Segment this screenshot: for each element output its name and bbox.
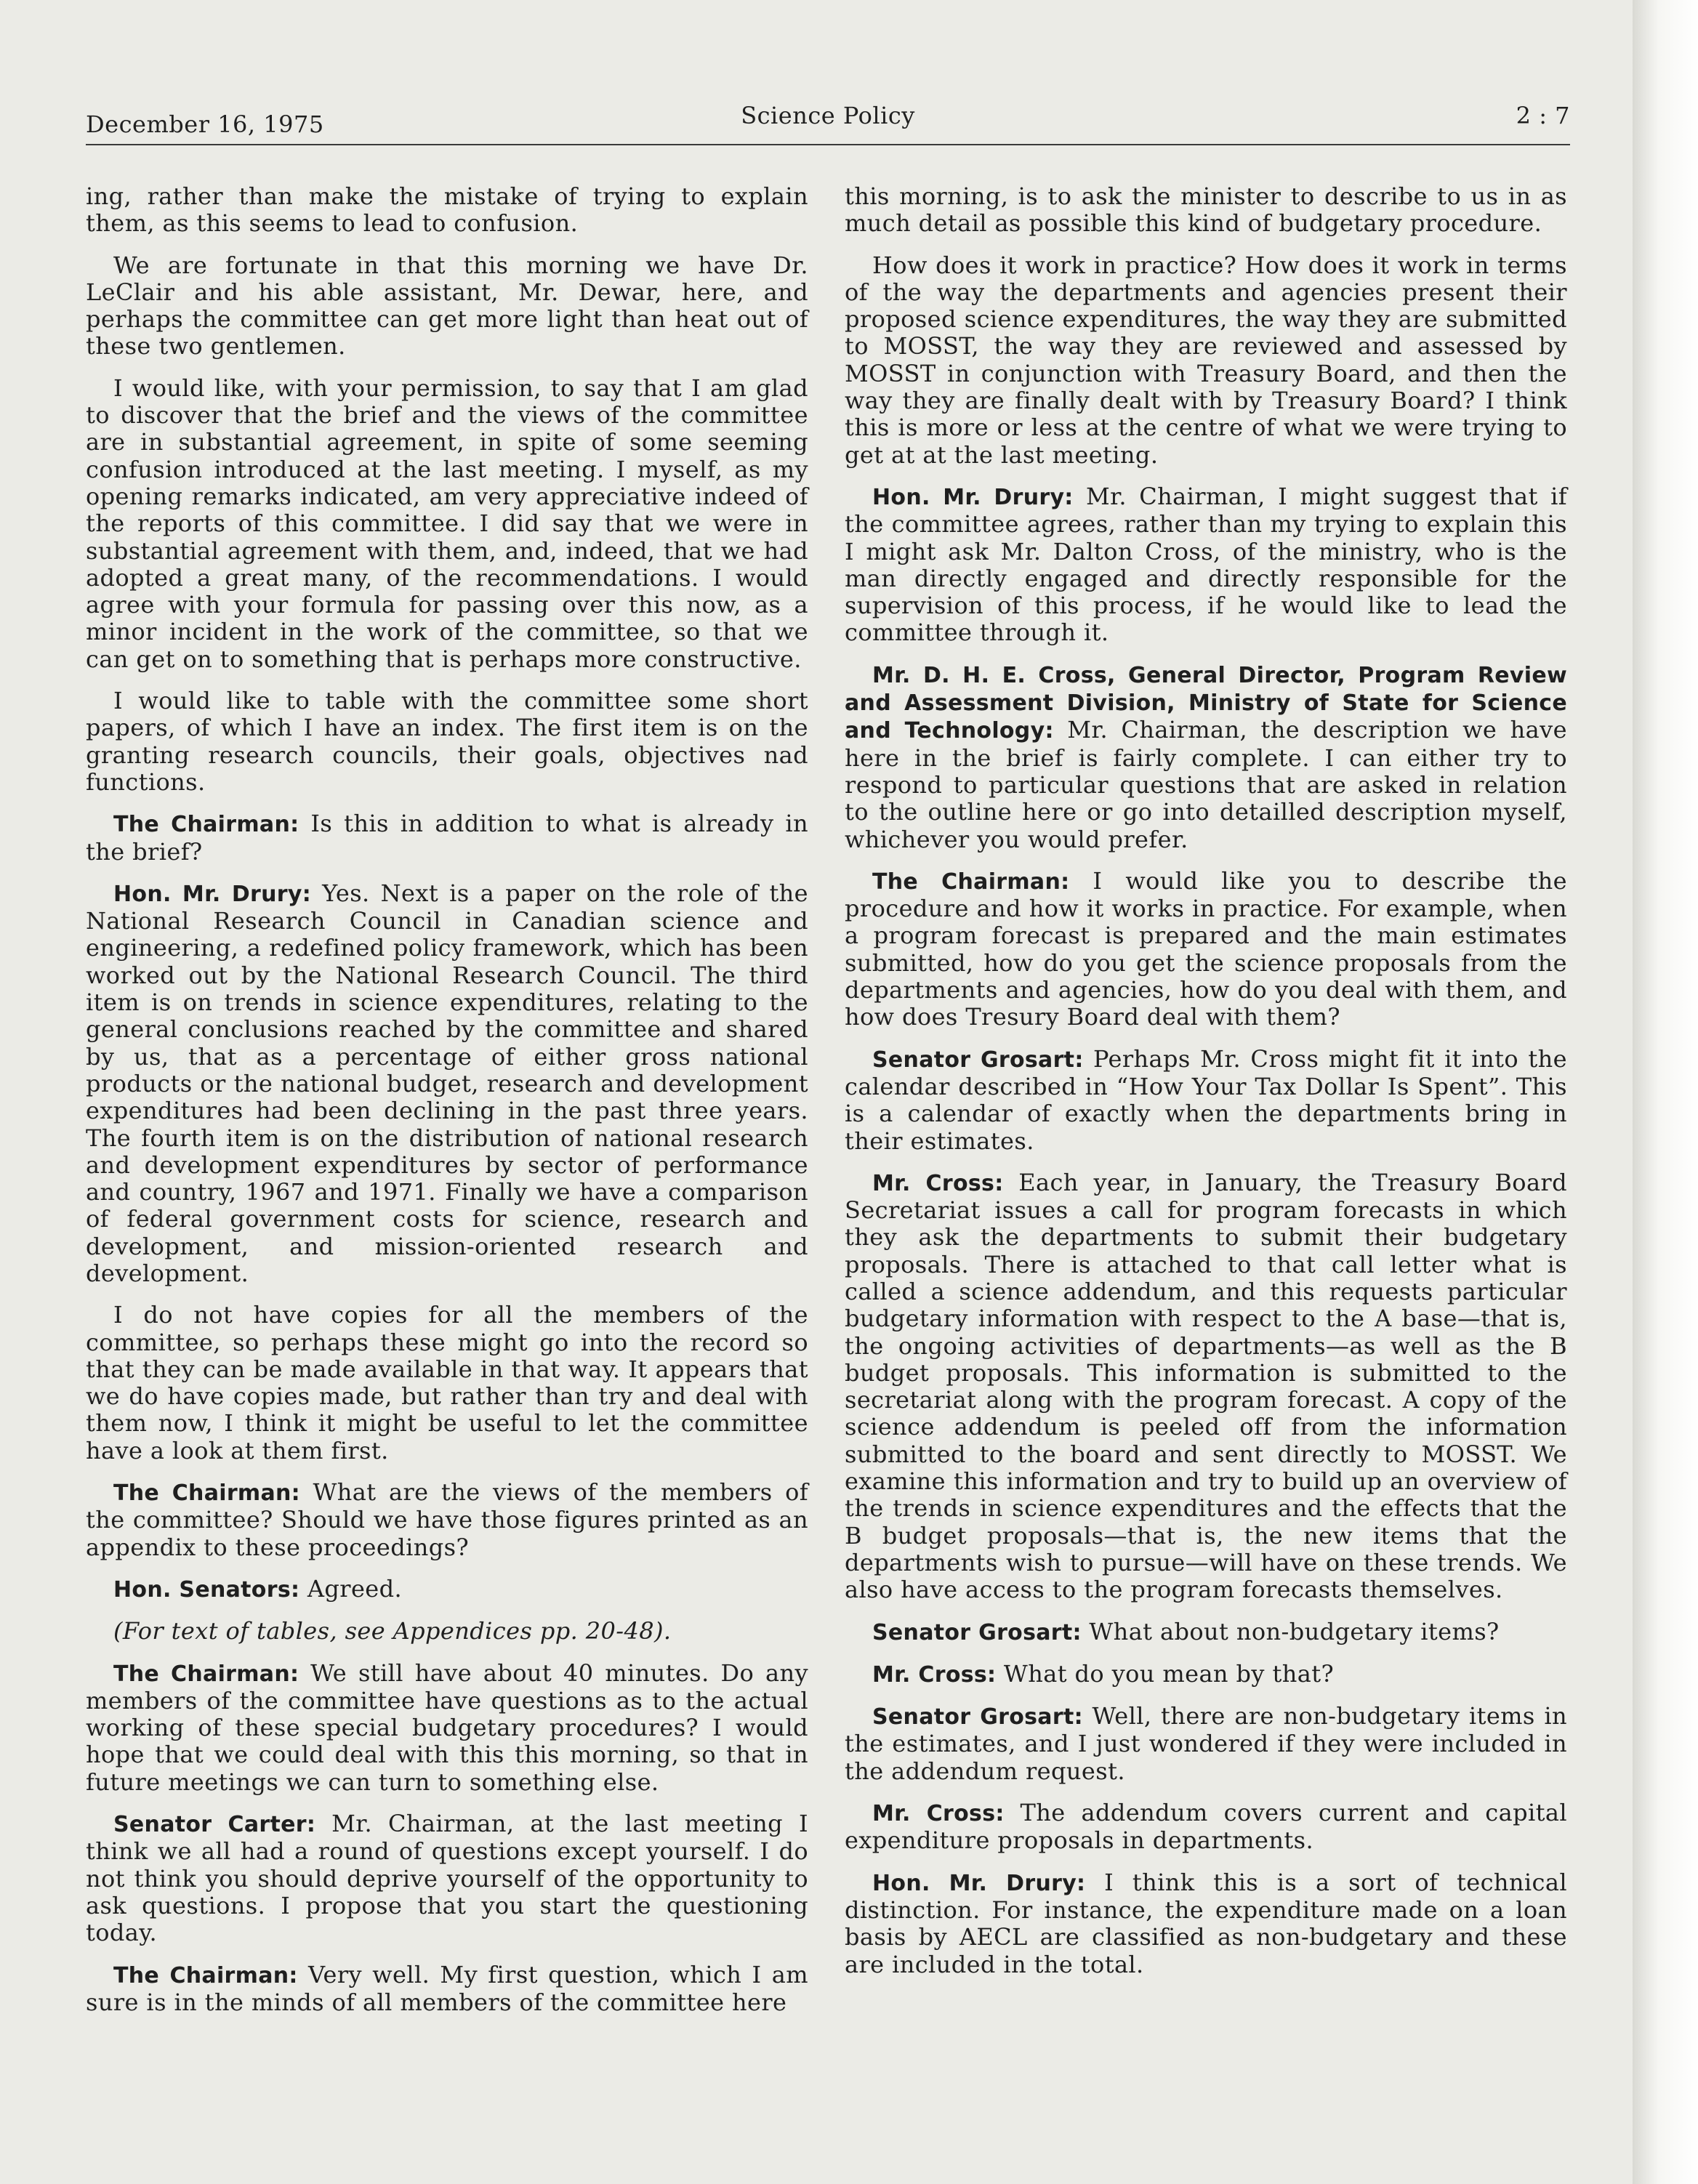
paragraph	[86, 880, 808, 1287]
speaker-name: Mr. Cross:	[872, 1661, 997, 1688]
paragraph	[86, 688, 808, 796]
paragraph-text: We are fortunate in that this morning we have Dr. LeClair and his able assistant, Mr. Dewar, here, and perhaps the committee can get more light than heat out of these two gentlemen.	[86, 251, 808, 360]
right-column	[845, 183, 1567, 1993]
paragraph-text: this morning, is to ask the minister to describe to us in as much detail as possible this kind of budgetary procedure.	[845, 182, 1567, 238]
paragraph-text: Well, there are non-budgetary items in the estimates, and I just wondered if they were included in the addendum request.	[845, 1702, 1568, 1785]
paragraph-text: What are the views of the members of the committee? Should we have those figures printed as an appendix to these proceedings?	[86, 1478, 809, 1561]
paragraph	[845, 1869, 1567, 1978]
paragraph	[845, 1703, 1567, 1785]
paragraph-text: Mr. Chairman, the description we have here in the brief is fairly complete. I can either try to respond to particular questions that are asked in relation to the outline here or go into detailled description myself, whichever you would prefer.	[845, 716, 1567, 853]
paragraph-text: I would like to table with the committee some short papers, of which I have an index. The first item is on the granting research councils, their goals, objectives nad functions.	[86, 687, 808, 796]
paragraph-text: I would like, with your permission, to say that I am glad to discover that the brief and the views of the committee are in substantial agreement, in spite of some seeming confusion introduced at the last meeting. I myself, as my opening remarks indicated, am very appreciative indeed of the reports of this committee. I did say that we were in substantial agreement with them, and, indeed, that we had adopted a great many, of the recommendations. I would agree with your formula for passing over this now, as a minor incident in the work of the committee, so that we can get on to something that is perhaps more constructive.	[86, 374, 808, 673]
speaker-name: The Chairman:	[872, 869, 1070, 895]
speaker-name: Hon. Mr. Drury:	[113, 881, 312, 907]
speaker-name: Hon. Mr. Drury:	[872, 484, 1074, 510]
paragraph-text: I think this is a sort of technical distinction. For instance, the expenditure made on a loan basis by AECL are classified as non-budgetary and these are included in the total.	[845, 1868, 1567, 1978]
paragraph-text: How does it work in practice? How does it work in terms of the way the departments and agencies present their proposed science expenditures, the way they are submitted to MOSST, the way they are reviewed and assessed by MOSST in conjunction with Treasury Board, and then the way they are finally dealt with by Treasury Board? I think this is more or less at the centre of what we were trying to get at at the last meeting.	[845, 251, 1567, 469]
paragraph-text: I would like you to describe the procedure and how it works in practice. For example, when a program forecast is prepared and the main estimates submitted, how do you get the science proposals from the departments and agencies, how do you deal with them, and how does Tresury Board deal with them?	[845, 866, 1567, 1031]
speaker-name: Mr. D. H. E. Cross, General Director, Program Review and Assessment Division, Ministry of State for Science and Technology:	[845, 662, 1567, 744]
paragraph-text: Is this in addition to what is already in the brief?	[86, 810, 808, 866]
header-date: December 16, 1975	[86, 110, 324, 138]
paragraph	[86, 1576, 808, 1603]
paragraph	[86, 375, 808, 673]
left-column	[86, 183, 808, 2031]
speaker-name: The Chairman:	[113, 1661, 299, 1687]
paragraph	[845, 252, 1567, 469]
paragraph	[845, 1800, 1567, 1855]
appendix-note	[86, 1618, 808, 1645]
paragraph	[845, 1661, 1567, 1688]
paragraph	[86, 1302, 808, 1464]
paragraph	[845, 1619, 1567, 1646]
speaker-name: The Chairman:	[113, 812, 299, 838]
paragraph-text: Mr. Chairman, at the last meeting I think we all had a round of questions except yourself. I do not think you should deprive yourself of the opportunity to ask questions. I propose that you start the questioning today.	[86, 1810, 808, 1947]
paragraph-text: Each year, in January, the Treasury Board Secretariat issues a call for program forecasts in which they ask the departments to submit their budgetary proposals. There is attached to that call letter what is called a science addendum, and this requests particular budgetary information with respect to the A base—that is, the ongoing activities of departments—as well as the B budget proposals. This information is submitted to the secretariat along with the program forecast. A copy of the science addendum is peeled off from the information submitted to the board and sent directly to MOSST. We examine this information and try to build up an overview of the trends in science expenditures and the effects that the B budget proposals—that is, the new items that the departments wish to pursue—will have on these trends. We also have access to the program forecasts themselves.	[845, 1168, 1567, 1604]
speaker-name: Hon. Senators:	[113, 1576, 300, 1603]
page-header	[86, 102, 1570, 142]
paragraph-text: (For text of tables, see Appendices pp. 20-48).	[113, 1617, 672, 1645]
paragraph	[86, 252, 808, 360]
paragraph	[86, 1962, 808, 2017]
speaker-name: Senator Grosart:	[872, 1047, 1084, 1073]
paragraph-text: The addendum covers current and capital expenditure proposals in departments.	[845, 1799, 1567, 1855]
paragraph-text: What do you mean by that?	[1003, 1659, 1335, 1688]
header-rule	[86, 144, 1570, 145]
paragraph	[845, 1169, 1567, 1604]
paragraph	[845, 183, 1567, 238]
paragraph	[86, 183, 808, 238]
paragraph-text: Very well. My first question, which I am sure is in the minds of all members of the committee here	[86, 1960, 808, 2016]
speaker-name: Senator Grosart:	[872, 1619, 1082, 1645]
paragraph	[86, 810, 808, 866]
speaker-name: Mr. Cross:	[872, 1801, 1005, 1827]
paragraph-text: Yes. Next is a paper on the role of the National Research Council in Canadian science and engineering, a redefined policy framework, which has been worked out by the National Research Council. The third item is on trends in science expenditures, relating to the general conclusions reached by the committee and shared by us, that as a percentage of either gross national products or the national budget, research and development expenditures had been declining in the past three years. The fourth item is on the distribution of national research and development expenditures by sector of performance and country, 1967 and 1971. Finally we have a comparison of federal government costs for science, research and development, and mission-oriented research and development.	[86, 879, 808, 1287]
paragraph-text: Mr. Chairman, I might suggest that if the committee agrees, rather than my trying to explain this I might ask Mr. Dalton Cross, of the ministry, who is the man directly engaged and directly responsible for the supervision of this process, if he would like to lead the committee through it.	[845, 482, 1567, 647]
paragraph	[845, 868, 1567, 1031]
paragraph	[86, 1479, 808, 1561]
paragraph-text: Agreed.	[307, 1574, 403, 1603]
paragraph	[86, 1810, 808, 1946]
paragraph-text: We still have about 40 minutes. Do any members of the committee have questions as to the actual working of these special budgetary procedures? I would hope that we could deal with this this morning, so that in future meetings we can turn to something else.	[86, 1659, 808, 1796]
header-title: Science Policy	[741, 102, 915, 129]
speaker-name: Senator Grosart:	[872, 1704, 1083, 1730]
speaker-name: Mr. Cross:	[872, 1170, 1004, 1196]
paragraph	[845, 661, 1567, 853]
page-edge	[1633, 0, 1698, 2184]
paragraph-text: Perhaps Mr. Cross might fit it into the calendar described in “How Your Tax Dollar Is Spent”. This is a calendar of exactly when the departments bring in their estimates.	[845, 1044, 1567, 1155]
paragraph	[845, 483, 1567, 647]
paragraph-text: ing, rather than make the mistake of trying to explain them, as this seems to lead to confusion.	[86, 182, 808, 238]
paragraph	[86, 1660, 808, 1796]
speaker-name: Senator Carter:	[113, 1812, 316, 1838]
header-page-number: 2 : 7	[1516, 102, 1570, 129]
paragraph	[845, 1046, 1567, 1155]
paragraph-text: What about non-budgetary items?	[1089, 1617, 1500, 1645]
speaker-name: Hon. Mr. Drury:	[872, 1870, 1086, 1896]
paragraph-text: I do not have copies for all the members of the committee, so perhaps these might go into the record so that they can be made available in that way. It appears that we do have copies made, but rather than try and deal with them now, I think it might be useful to let the committee have a look at them first.	[86, 1301, 808, 1464]
speaker-name: The Chairman:	[113, 1480, 300, 1507]
speaker-name: The Chairman:	[113, 1962, 298, 1988]
